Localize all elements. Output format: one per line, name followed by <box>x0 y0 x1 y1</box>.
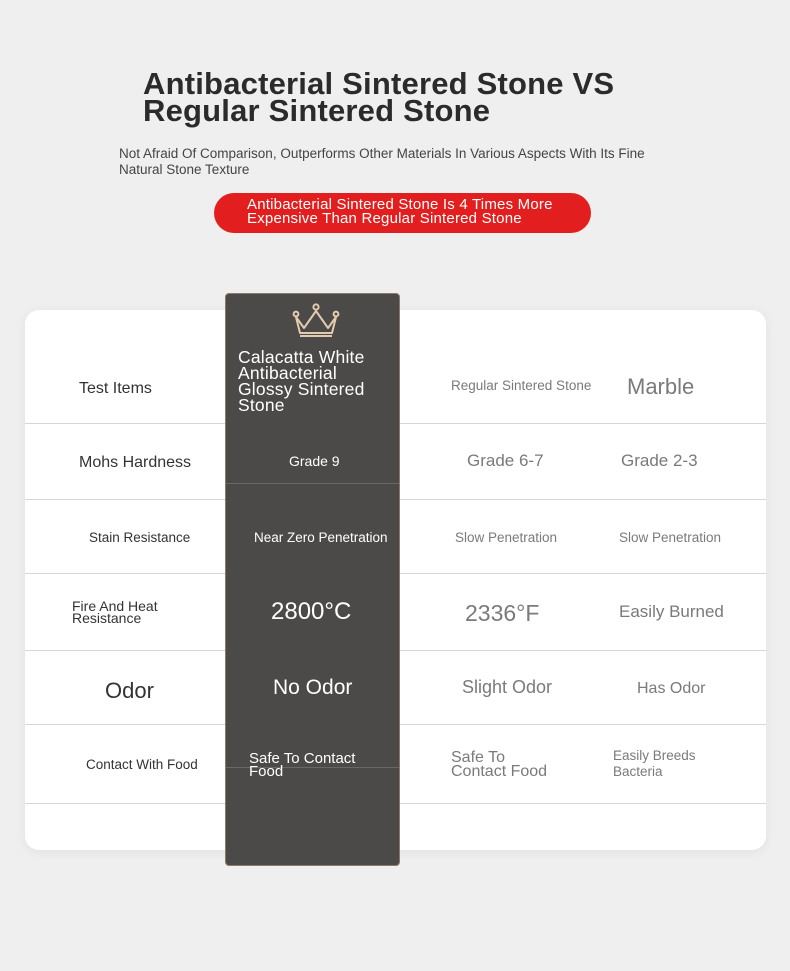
row-odor-marble: Has Odor <box>637 680 706 697</box>
header-marble: Marble <box>627 374 695 399</box>
row-food-contact-featured-line-1: Safe To Contact <box>249 750 356 767</box>
row-food-contact-label: Contact With Food <box>86 757 198 772</box>
row-stain-resistance-featured: Near Zero Penetration <box>254 530 388 545</box>
row-food-contact-regular-line-2: Contact Food <box>451 763 548 780</box>
featured-product-column <box>225 293 400 866</box>
row-odor-featured: No Odor <box>273 676 353 699</box>
featured-heading-line-2: Antibacterial <box>238 363 337 383</box>
header-test-items: Test Items <box>79 380 152 397</box>
row-fire-heat-label <box>72 600 158 624</box>
row-food-contact-regular <box>451 751 547 779</box>
header-regular-sintered-stone: Regular Sintered Stone <box>451 378 592 393</box>
row-fire-heat-label-line-2: Resistance <box>72 610 142 626</box>
row-odor-regular: Slight Odor <box>462 677 553 697</box>
page-subtitle <box>119 146 689 178</box>
featured-heading-line-3: Glossy Sintered <box>238 379 365 399</box>
subtitle-line-1: Not Afraid Of Comparison, Outperforms Other Materials In Various Aspects With Its Fine <box>119 146 645 161</box>
row-food-contact-featured-line-2: Food <box>249 763 284 780</box>
page-title <box>143 66 703 128</box>
featured-heading-line-1: Calacatta White <box>238 347 365 367</box>
crown-icon <box>292 303 340 339</box>
featured-heading-line-4: Stone <box>238 395 285 415</box>
row-odor-label: Odor <box>105 678 154 703</box>
row-food-contact-marble <box>613 748 696 780</box>
banner-line-2: Expensive Than Regular Sintered Stone <box>247 210 522 227</box>
row-mohs-hardness-featured: Grade 9 <box>289 453 340 469</box>
row-fire-heat-featured: 2800°C <box>271 598 352 625</box>
featured-row-divider <box>226 483 399 484</box>
row-fire-heat-label-line-1: Fire And Heat <box>72 598 158 614</box>
row-mohs-hardness-label: Mohs Hardness <box>79 454 192 471</box>
title-line-2: Regular Sintered Stone <box>143 93 491 128</box>
title-line-1: Antibacterial Sintered Stone VS <box>143 66 615 101</box>
row-stain-resistance-label: Stain Resistance <box>89 530 191 545</box>
row-food-contact-marble-line-1: Easily Breeds <box>613 748 696 763</box>
row-food-contact-featured <box>249 752 355 778</box>
row-mohs-hardness-regular: Grade 6-7 <box>467 451 544 470</box>
row-food-contact-regular-line-1: Safe To <box>451 749 505 766</box>
row-stain-resistance-marble: Slow Penetration <box>619 530 722 545</box>
featured-product-heading <box>238 349 388 413</box>
row-food-contact-marble-line-2: Bacteria <box>613 764 663 779</box>
price-comparison-banner <box>214 193 591 233</box>
row-fire-heat-marble: Easily Burned <box>619 602 724 621</box>
row-fire-heat-regular: 2336°F <box>465 600 540 626</box>
subtitle-line-2: Natural Stone Texture <box>119 162 250 177</box>
banner-line-1: Antibacterial Sintered Stone Is 4 Times More <box>247 196 553 213</box>
row-mohs-hardness-marble: Grade 2-3 <box>621 451 698 470</box>
row-stain-resistance-regular: Slow Penetration <box>455 530 558 545</box>
